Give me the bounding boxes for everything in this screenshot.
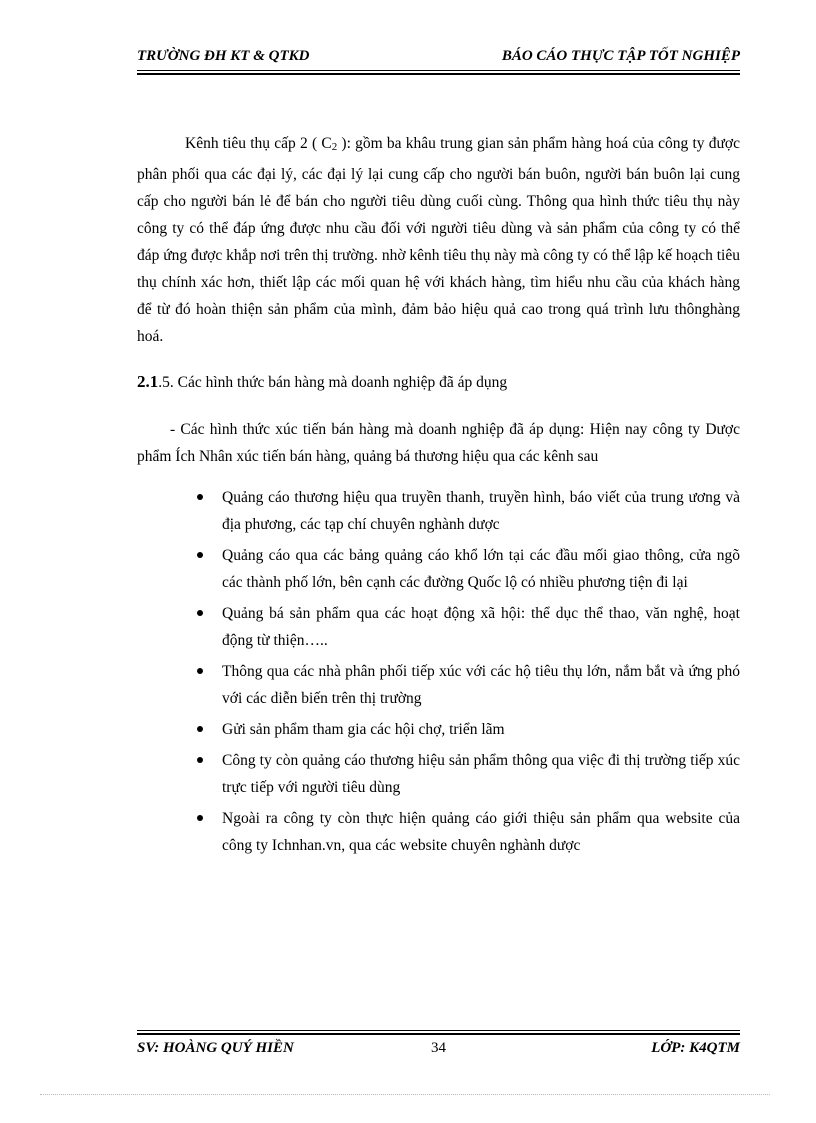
header-rule	[137, 70, 740, 75]
list-item: Ngoài ra công ty còn thực hiện quảng cáo giới thiệu sản phẩm qua website của công ty Ichnhan.vn, qua các website chuyên nghành dược	[137, 805, 740, 859]
paragraph-promotion: - Các hình thức xúc tiến bán hàng mà doanh nghiệp đã áp dụng: Hiện nay công ty Dược phẩm Ích Nhân xúc tiến bán hàng, quảng bá thương hiệu qua các kênh sau	[137, 421, 740, 465]
bullet-icon	[197, 757, 203, 763]
footer-class: LỚP: K4QTM	[651, 1040, 740, 1056]
list-item: Công ty còn quảng cáo thương hiệu sản phẩm thông qua việc đi thị trường tiếp xúc trực tiếp với người tiêu dùng	[137, 747, 740, 801]
page-edge-divider	[40, 1094, 770, 1095]
list-item: Quảng cáo thương hiệu qua truyền thanh, truyền hình, báo viết của trung ương và địa phương, các tạp chí chuyên nghành dược	[137, 484, 740, 538]
footer-student: SV: HOÀNG QUÝ HIỀN	[137, 1040, 294, 1056]
list-item: Gửi sản phẩm tham gia các hội chợ, triển lãm	[137, 716, 740, 743]
subscript: 2	[331, 141, 338, 153]
bullet-icon	[197, 668, 203, 674]
list-item: Quảng cáo qua các bảng quảng cáo khổ lớn tại các đầu mối giao thông, cửa ngõ các thành phố lớn, bên cạnh các đường Quốc lộ có nhiều phương tiện đi lại	[137, 542, 740, 596]
section-heading	[137, 368, 740, 396]
footer-rule	[137, 1030, 740, 1035]
bullet-icon	[197, 552, 203, 558]
bullet-icon	[197, 726, 203, 732]
page-content	[137, 130, 740, 863]
bullet-icon	[197, 494, 203, 500]
page-header	[137, 48, 740, 68]
bullet-list	[137, 484, 740, 859]
page-footer	[137, 1040, 740, 1060]
list-item: Quảng bá sản phẩm qua các hoạt động xã hội: thể dục thể thao, văn nghệ, hoạt động từ thiện…..	[137, 600, 740, 654]
header-report-title: BÁO CÁO THỰC TẬP TỐT NGHIỆP	[501, 48, 740, 64]
bullet-icon	[197, 815, 203, 821]
paragraph-channel-level-2: Kênh tiêu thụ cấp 2 ( $C_2$ ): gồm ba khâu trung gian sản phẩm hàng hoá của công ty được phân phối qua các đại lý, các đại lý lại cung cấp cho người bán buôn, người bán buôn lại cung cấp cho người bán lẻ để bán cho người tiêu dùng cuối cùng. Thông qua hình thức tiêu thụ này công ty có thể đáp ứng được nhu cầu đối với người tiêu dùng và sản phẩm của công ty có thể đáp ứng được khắp nơi trên thị trường. nhờ kênh tiêu thụ này mà công ty có thể lập kế hoạch tiêu thụ chính xác hơn, thiết lập các mối quan hệ với khách hàng, tìm hiểu nhu cầu của khách hàng để từ đó hoàn thiện sản phẩm của mình, đảm bảo hiệu quả cao trong quá trình lưu thônghàng hoá.	[137, 135, 740, 345]
page-number: 34	[431, 1040, 446, 1056]
header-school: TRƯỜNG ĐH KT & QTKD	[137, 48, 310, 64]
bullet-icon	[197, 610, 203, 616]
section-number: 2.1	[137, 372, 159, 391]
section-title: .5. Các hình thức bán hàng mà doanh nghiệp đã áp dụng	[158, 374, 508, 391]
list-item: Thông qua các nhà phân phối tiếp xúc với các hộ tiêu thụ lớn, nắm bắt và ứng phó với các diễn biến trên thị trường	[137, 658, 740, 712]
